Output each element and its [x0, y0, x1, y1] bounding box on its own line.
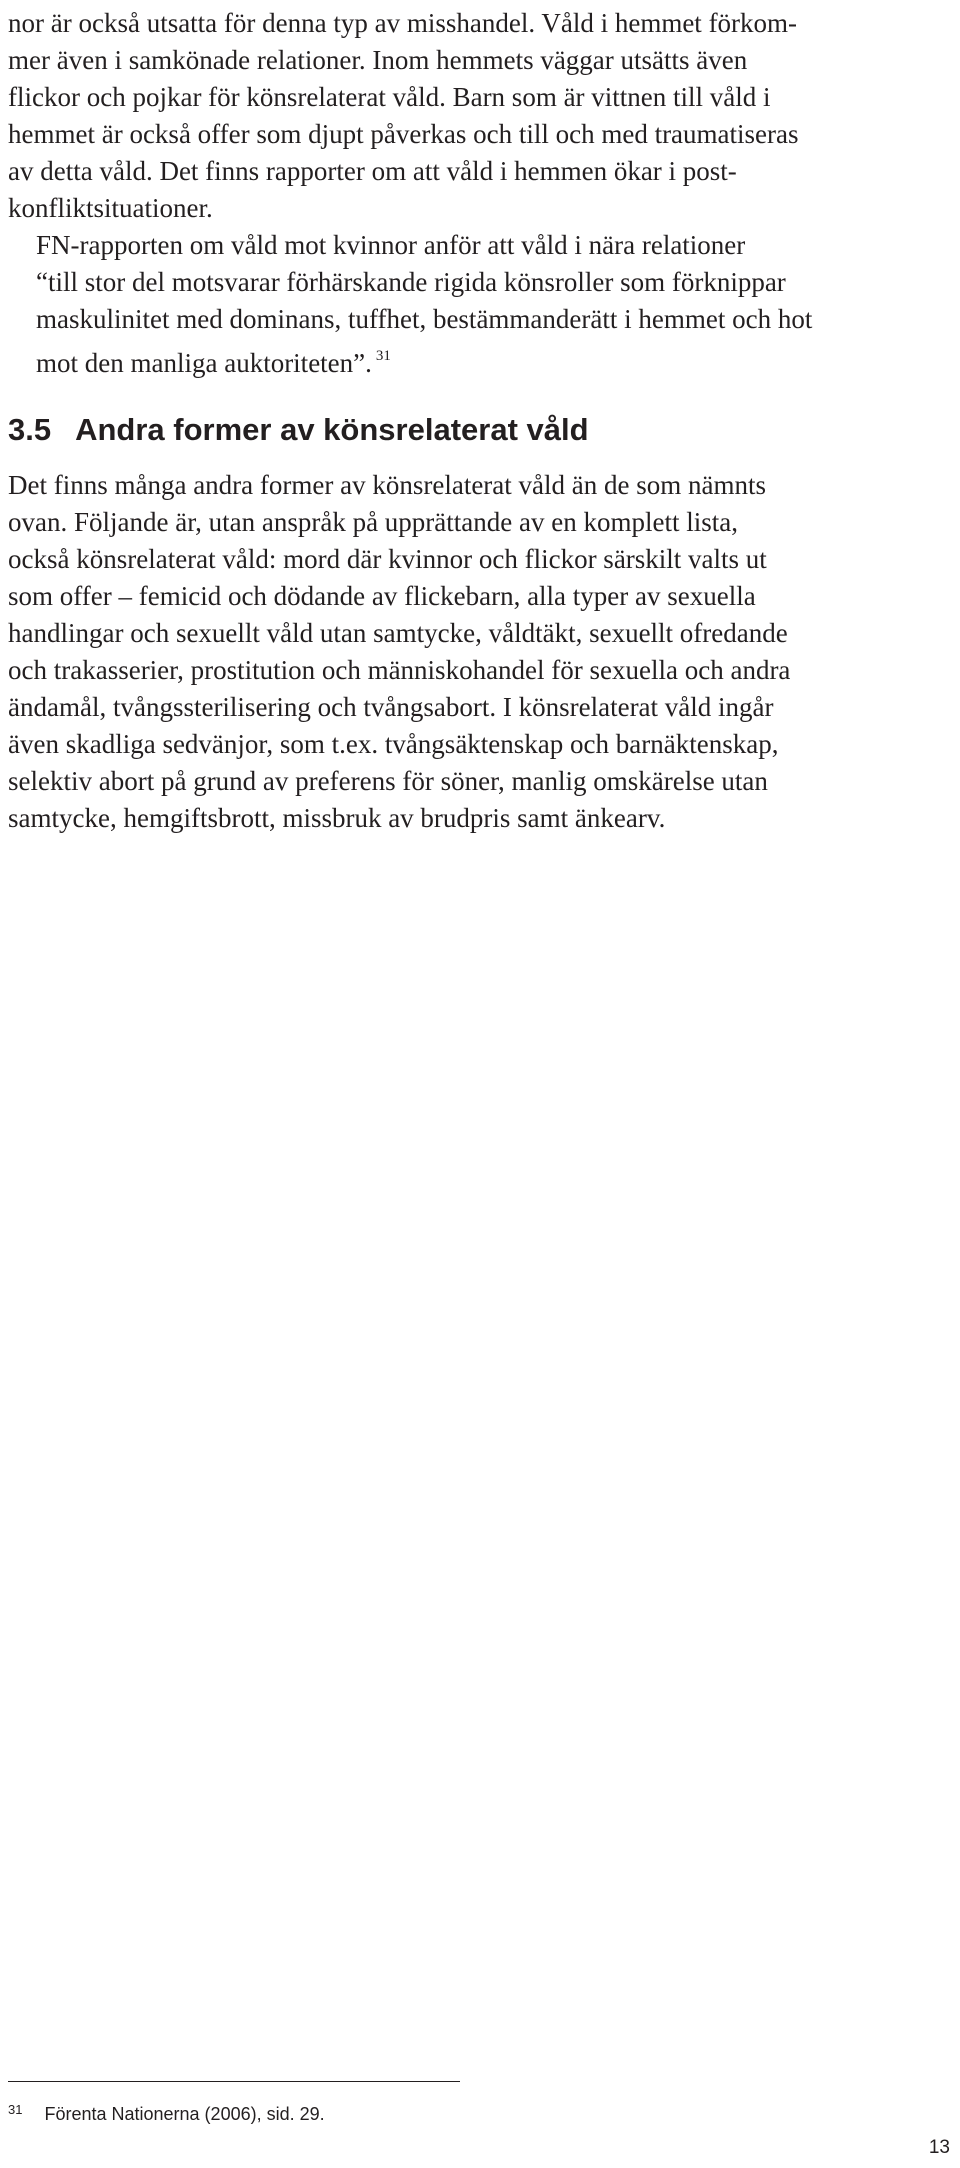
text-line: handlingar och sexuellt våld utan samtycke, våldtäkt, sexuellt ofredande: [8, 618, 788, 648]
text-line: samtycke, hemgiftsbrott, missbruk av brudpris samt änkearv.: [8, 803, 666, 833]
text-line: av detta våld. Det finns rapporter om att våld i hemmen ökar i post-: [8, 156, 737, 186]
text-line: flickor och pojkar för könsrelaterat våld. Barn som är vittnen till våld i: [8, 82, 771, 112]
text-line-content: mot den manliga auktoriteten”.: [36, 348, 372, 378]
footnote-number: 31: [8, 2102, 23, 2117]
footnote-reference: 31: [375, 348, 391, 364]
section-title: Andra former av könsrelaterat våld: [75, 412, 589, 447]
paragraph-un-report: [8, 227, 944, 382]
footnote-text: Förenta Nationerna (2006), sid. 29.: [44, 2104, 325, 2124]
text-line: Det finns många andra former av könsrelaterat våld än de som nämnts: [8, 470, 766, 500]
text-line: nor är också utsatta för denna typ av misshandel. Våld i hemmet förkom-: [8, 8, 798, 38]
text-line: hemmet är också offer som djupt påverkas och till och med traumatiseras: [8, 119, 799, 149]
paragraph-other-forms: [8, 467, 944, 837]
text-line: FN-rapporten om våld mot kvinnor anför att våld i nära relationer: [36, 230, 746, 260]
text-line: “till stor del motsvarar förhärskande rigida könsroller som förknippar: [36, 267, 786, 297]
text-line: och trakasserier, prostitution och människohandel för sexuella och andra: [8, 655, 791, 685]
text-line: maskulinitet med dominans, tuffhet, bestämmanderätt i hemmet och hot: [36, 304, 813, 334]
text-line: även skadliga sedvänjor, som t.ex. tvångsäktenskap och barnäktenskap,: [8, 729, 779, 759]
section-number: 3.5: [8, 412, 52, 447]
text-line: selektiv abort på grund av preferens för söner, manlig omskärelse utan: [8, 766, 768, 796]
text-line: mer även i samkönade relationer. Inom hemmets väggar utsätts även: [8, 45, 748, 75]
text-line: som offer – femicid och dödande av flickebarn, alla typer av sexuella: [8, 581, 756, 611]
footnote: [8, 2098, 325, 2126]
section-heading: [8, 410, 589, 450]
text-line: konfliktsituationer.: [8, 193, 213, 223]
page-number: 13: [928, 2137, 950, 2158]
text-line: ändamål, tvångssterilisering och tvångsabort. I könsrelaterat våld ingår: [8, 692, 774, 722]
text-line: ovan. Följande är, utan anspråk på upprättande av en komplett lista,: [8, 507, 738, 537]
text-line: också könsrelaterat våld: mord där kvinnor och flickor särskilt valts ut: [8, 544, 767, 574]
paragraph-domestic-violence: [8, 5, 944, 227]
text-line: [8, 338, 944, 382]
footnote-divider: [8, 2081, 460, 2082]
